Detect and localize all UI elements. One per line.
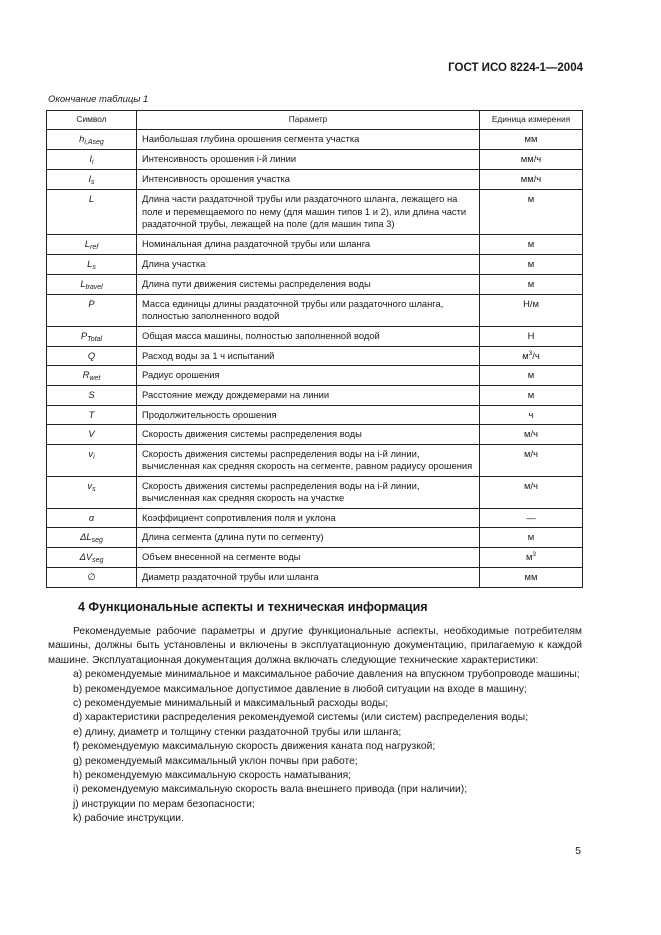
symbol-cell xyxy=(47,425,137,445)
symbol-cell xyxy=(47,274,137,294)
unit-cell xyxy=(480,528,583,548)
list-item: e) длину, диаметр и толщину стенки раздаточной трубы или шланга; xyxy=(73,726,402,738)
unit-cell xyxy=(480,548,583,568)
symbol-subscript: i,Aseg xyxy=(84,139,104,146)
parameter-cell: Диаметр раздаточной трубы или шланга xyxy=(137,568,480,588)
symbol-text: T xyxy=(88,408,95,420)
table-row xyxy=(47,366,583,386)
unit-cell xyxy=(480,274,583,294)
unit-text: мм xyxy=(524,133,538,144)
parameter-cell: Скорость движения системы распределения воды на i-й линии, вычисленная как средняя скорость на сегменте, равном радиусу орошения xyxy=(137,444,480,476)
symbol-cell xyxy=(47,150,137,170)
column-header-symbol: Символ xyxy=(47,111,137,130)
table-caption: Окончание таблицы 1 xyxy=(48,94,149,105)
parameter-cell: Продолжительность орошения xyxy=(137,405,480,425)
parameter-cell: Интенсивность орошения участка xyxy=(137,170,480,190)
parameter-cell: Длина сегмента (длина пути по сегменту) xyxy=(137,528,480,548)
table-row xyxy=(47,444,583,476)
parameter-cell: Интенсивность орошения i-й линии xyxy=(137,150,480,170)
symbol-cell xyxy=(47,130,137,150)
parameter-cell: Радиус орошения xyxy=(137,366,480,386)
symbol-cell xyxy=(47,568,137,588)
unit-cell xyxy=(480,476,583,508)
parameter-cell: Длина пути движения системы распределения воды xyxy=(137,274,480,294)
symbol-subscript: s xyxy=(92,263,96,271)
parameter-cell: Длина части раздаточной трубы или раздаточного шланга, лежащего на поле и перемещаемого по нему (для машин типов 1 и 2), или длина части раздаточной трубы, лежащей на поле (для машин типа 3) xyxy=(137,190,480,235)
unit-text: м xyxy=(527,257,535,269)
symbol-subscript: ref xyxy=(90,243,99,251)
list-item: d) характеристики распределения рекомендуемой системы (или систем) распределения воды; xyxy=(73,712,529,724)
symbol-subscript: wet xyxy=(89,375,101,382)
parameter-cell: Общая масса машины, полностью заполненной водой xyxy=(137,326,480,346)
unit-cell xyxy=(480,294,583,326)
table-row xyxy=(47,508,583,528)
table-row xyxy=(47,170,583,190)
symbol-text: L xyxy=(88,193,95,204)
unit-cell xyxy=(480,170,583,190)
list-item: g) рекомендуемый максимальный уклон почвы при работе; xyxy=(73,755,358,767)
section-title: 4 Функциональные аспекты и техническая информация xyxy=(78,600,428,614)
symbol-cell xyxy=(47,326,137,346)
table-row xyxy=(47,548,583,568)
symbol-subscript: i xyxy=(93,453,95,461)
unit-text: м/ч xyxy=(524,447,538,459)
unit-cell xyxy=(480,366,583,386)
table-row xyxy=(47,346,583,366)
table-row xyxy=(47,294,583,326)
symbol-text: L xyxy=(80,277,86,289)
unit-cell xyxy=(480,508,583,528)
symbol-cell xyxy=(47,528,137,548)
list-item: i) рекомендуемую максимальную скорость вала внешнего привода (при наличии); xyxy=(73,784,468,796)
table-row xyxy=(47,386,583,406)
symbol-cell xyxy=(47,294,137,326)
unit-superscript: 3 xyxy=(532,551,537,558)
unit-cell xyxy=(480,326,583,346)
symbol-text: I xyxy=(88,173,92,184)
symbol-subscript: travel xyxy=(85,283,103,291)
unit-text: Н xyxy=(527,329,535,341)
symbol-cell xyxy=(47,234,137,254)
parameter-cell: Расход воды за 1 ч испытаний xyxy=(137,346,480,366)
unit-text: ч xyxy=(528,408,534,420)
symbol-text: ΔV xyxy=(79,551,93,562)
list-item: h) рекомендуемую максимальную скорость наматывания; xyxy=(73,770,352,782)
table-row xyxy=(47,425,583,445)
table-row xyxy=(47,274,583,294)
unit-tail: /ч xyxy=(532,349,540,361)
symbol-cell xyxy=(47,386,137,406)
table-body xyxy=(47,130,583,588)
table-row xyxy=(47,326,583,346)
symbol-cell xyxy=(47,508,137,528)
symbol-text: S xyxy=(88,389,95,400)
symbol-cell xyxy=(47,548,137,568)
section-body xyxy=(48,625,582,827)
table-row xyxy=(47,528,583,548)
unit-text: мм/ч xyxy=(520,153,542,164)
table-row xyxy=(47,405,583,425)
parameter-cell: Скорость движения системы распределения воды xyxy=(137,425,480,445)
symbol-subscript: seg xyxy=(92,557,104,564)
symbol-cell xyxy=(47,444,137,476)
unit-superscript: 3 xyxy=(528,349,533,357)
symbol-subscript: s xyxy=(91,179,95,186)
unit-text: Н/м xyxy=(523,297,539,309)
symbol-cell xyxy=(47,190,137,235)
symbol-cell xyxy=(47,170,137,190)
unit-text: мм xyxy=(524,571,538,582)
characteristics-list xyxy=(48,668,582,826)
symbol-text: h xyxy=(79,133,85,144)
unit-cell xyxy=(480,150,583,170)
column-header-parameter: Параметр xyxy=(137,111,480,130)
symbol-text: v xyxy=(87,479,93,491)
symbol-cell xyxy=(47,366,137,386)
unit-cell xyxy=(480,234,583,254)
unit-text: м xyxy=(527,369,535,380)
symbol-subscript: i xyxy=(92,159,94,166)
unit-cell xyxy=(480,444,583,476)
symbol-text: P xyxy=(88,297,95,309)
table-header-row xyxy=(47,111,583,130)
unit-cell xyxy=(480,190,583,235)
symbol-text: v xyxy=(88,447,94,459)
symbol-text: V xyxy=(88,428,95,439)
parameter-cell: Скорость движения системы распределения воды на i-й линии, вычисленная как средняя скорость на участке xyxy=(137,476,480,508)
document-header: ГОСТ ИСО 8224-1—2004 xyxy=(448,62,583,74)
table-row xyxy=(47,190,583,235)
symbol-subscript: Total xyxy=(87,335,103,343)
symbol-text: ΔL xyxy=(80,531,92,542)
parameter-cell: Длина участка xyxy=(137,254,480,274)
page-number: 5 xyxy=(575,845,581,857)
unit-text: м xyxy=(525,551,533,563)
parameter-cell: Расстояние между дождемерами на линии xyxy=(137,386,480,406)
symbol-text: ∅ xyxy=(87,571,96,582)
unit-cell xyxy=(480,405,583,425)
symbol-text: Q xyxy=(87,349,96,361)
parameter-cell: Объем внесенной на сегменте воды xyxy=(137,548,480,568)
symbol-text: L xyxy=(87,257,93,269)
list-item: f) рекомендуемую максимальную скорость движения каната под нагрузкой; xyxy=(73,741,436,753)
symbol-cell xyxy=(47,476,137,508)
table-row xyxy=(47,234,583,254)
unit-text: мм/ч xyxy=(520,173,542,184)
symbol-subscript: s xyxy=(92,485,96,493)
unit-text: м xyxy=(522,349,529,361)
symbol-cell xyxy=(47,405,137,425)
unit-text: м/ч xyxy=(524,428,538,439)
unit-cell xyxy=(480,386,583,406)
symbol-cell xyxy=(47,346,137,366)
table-row xyxy=(47,130,583,150)
unit-cell xyxy=(480,346,583,366)
unit-text: м xyxy=(527,277,535,289)
symbol-text: R xyxy=(82,369,90,380)
list-item: b) рекомендуемое максимальное допустимое давление в любой ситуации на входе в машину; xyxy=(73,683,527,695)
unit-text: м xyxy=(527,389,535,400)
parameter-cell: Наибольшая глубина орошения сегмента участка xyxy=(137,130,480,150)
parameter-cell: Коэффициент сопротивления поля и уклона xyxy=(137,508,480,528)
parameter-cell: Масса единицы длины раздаточной трубы или раздаточного шланга, полностью заполненного водой xyxy=(137,294,480,326)
list-item: a) рекомендуемые минимальное и максимальное рабочие давления на впускном трубопроводе машины; xyxy=(73,669,580,681)
list-item: c) рекомендуемые минимальный и максимальный расходы воды; xyxy=(73,698,389,710)
unit-cell xyxy=(480,568,583,588)
symbol-text: L xyxy=(84,237,91,249)
table-row xyxy=(47,476,583,508)
symbol-cell xyxy=(47,254,137,274)
unit-text: — xyxy=(526,511,536,523)
unit-text: м xyxy=(527,531,535,542)
unit-cell xyxy=(480,254,583,274)
table-row xyxy=(47,568,583,588)
symbol-text: I xyxy=(89,153,93,164)
symbol-text: α xyxy=(88,511,95,523)
parameter-cell: Номинальная длина раздаточной трубы или шланга xyxy=(137,234,480,254)
table-row xyxy=(47,254,583,274)
unit-cell xyxy=(480,130,583,150)
table-row xyxy=(47,150,583,170)
symbol-subscript: seg xyxy=(91,537,103,544)
column-header-unit: Единица измерения xyxy=(480,111,583,130)
unit-text: м xyxy=(527,237,535,249)
unit-text: м xyxy=(527,193,535,204)
intro-paragraph: Рекомендуемые рабочие параметры и другие функциональные аспекты, необходимые потребителям машины, должны быть установлены и включены в эксплуатационную документацию, прилагаемую к каждой машине. Эксплуатационная документация должна включать следующие технические характеристики: xyxy=(48,626,582,666)
unit-text: м/ч xyxy=(524,479,538,491)
list-item: j) инструкции по мерам безопасности; xyxy=(73,798,255,810)
symbol-text: P xyxy=(80,329,88,341)
list-item: k) рабочие инструкции. xyxy=(73,813,184,825)
parameters-table xyxy=(46,110,583,588)
unit-cell xyxy=(480,425,583,445)
